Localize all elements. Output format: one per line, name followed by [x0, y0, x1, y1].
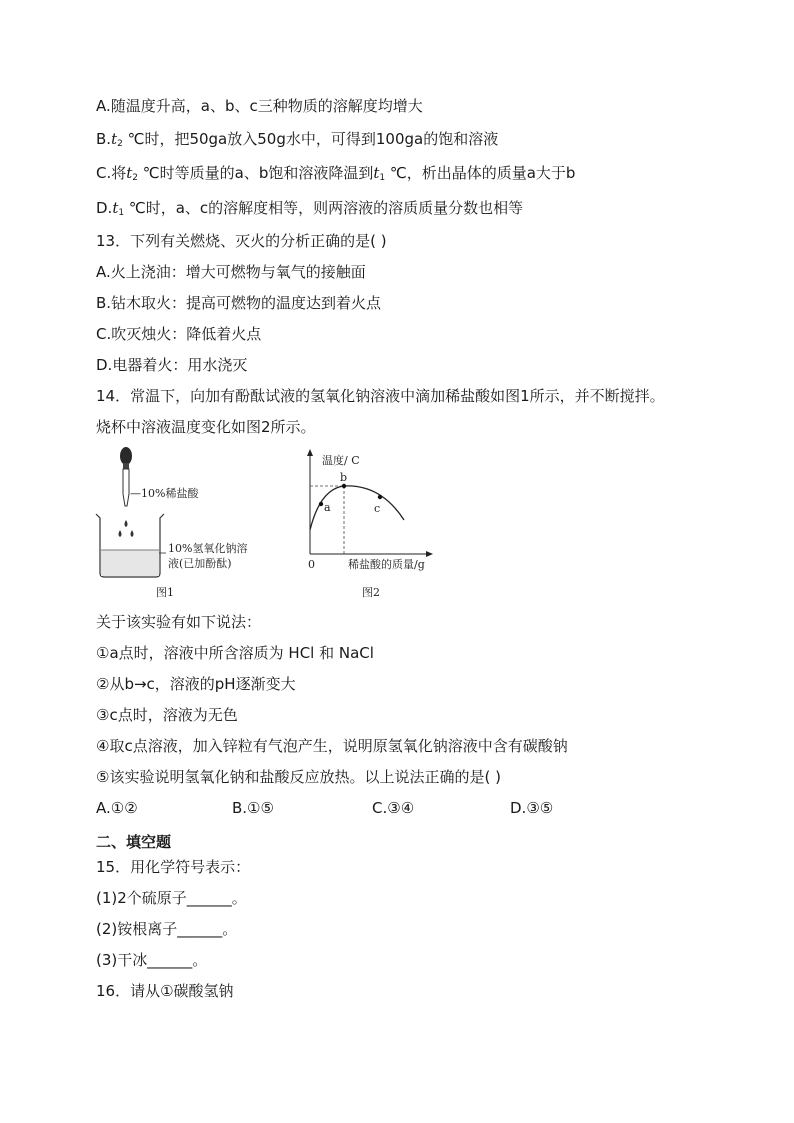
q13-stem: 13．下列有关燃烧、灭火的分析正确的是( ) — [96, 232, 387, 250]
q14-option-c: C.③④ — [372, 799, 415, 817]
q12-d-prefix: D. — [96, 199, 113, 217]
q15-stem: 15．用化学符号表示： — [96, 858, 251, 876]
q14-option-d: D.③⑤ — [510, 799, 554, 817]
q14-option-a: A.①② — [96, 799, 138, 817]
dropper-tube — [123, 469, 129, 506]
origin-label: 0 — [308, 558, 315, 571]
q12-d-text: ℃时，a、c的溶解度相等，则两溶液的溶质质量分数也相等 — [124, 199, 524, 217]
drop-1 — [125, 520, 128, 527]
figure-2-caption: 图2 — [362, 586, 380, 599]
q13-option-b: B.钻木取火：提高可燃物的温度达到着火点 — [96, 294, 382, 312]
dropper-bulb — [120, 447, 132, 465]
q12-d-t: t — [112, 199, 119, 217]
q14-option-b: B.①⑤ — [232, 799, 274, 817]
q15-part-1: (1)2个硫原子______。 — [96, 889, 247, 907]
y-axis-arrow — [307, 449, 313, 456]
q12-option-d — [96, 198, 523, 223]
q12-b-text: ℃时，把50ga放入50g水中，可得到100ga的饱和溶液 — [122, 130, 499, 148]
q12-c-text: ℃，析出晶体的质量a大于b — [385, 164, 576, 182]
q14-statement-5: ⑤该实验说明氢氧化钠和盐酸反应放热。以上说法正确的是( ) — [96, 768, 501, 786]
q12-c-mid: ℃时等质量的a、b饱和溶液降温到 — [138, 164, 374, 182]
drop-2 — [119, 530, 122, 537]
q14-statement-2: ②从b→c，溶液的pH逐渐变大 — [96, 675, 296, 693]
beaker-label-line1: 10%氢氧化钠溶 — [168, 542, 248, 555]
point-a — [319, 502, 323, 506]
q14-intro: 关于该实验有如下说法： — [96, 613, 262, 631]
q12-c-t2: t — [373, 164, 380, 182]
dropper-collar — [123, 463, 129, 469]
q15-part-2: (2)铵根离子______。 — [96, 920, 238, 938]
x-axis-arrow — [426, 551, 433, 557]
beaker-label-line2: 液(已加酚酞) — [168, 557, 232, 570]
point-c-label: c — [374, 502, 381, 515]
dropper-label: —10%稀盐酸 — [130, 487, 199, 500]
q13-option-d: D.电器着火：用水浇灭 — [96, 356, 248, 374]
drop-3 — [131, 530, 134, 537]
q12-option-c — [96, 163, 575, 188]
q14-statement-3: ③c点时，溶液为无色 — [96, 706, 238, 724]
x-axis-label: 稀盐酸的质量/g — [348, 558, 425, 571]
q12-c-t: t — [126, 164, 133, 182]
q12-b-t-sub: 2 — [117, 139, 123, 149]
q14-statement-4: ④取c点溶液，加入锌粒有气泡产生，说明原氢氧化钠溶液中含有碳酸钠 — [96, 737, 568, 755]
figure-1-caption: 图1 — [156, 586, 174, 599]
section-title-fill-in: 二、填空题 — [96, 833, 172, 851]
q12-d-t-sub: 1 — [118, 208, 125, 218]
q12-b-t: t — [111, 130, 118, 148]
y-axis-label: 温度/ C — [322, 454, 360, 467]
q12-b-prefix: B. — [96, 130, 112, 148]
q14-statement-1: ①a点时，溶液中所含溶质为 HCl 和 NaCl — [96, 644, 374, 662]
q13-option-c: C.吹灭烛火：降低着火点 — [96, 325, 262, 343]
q12-option-a: A.随温度升高，a、b、c三种物质的溶解度均增大 — [96, 97, 423, 115]
point-a-label: a — [324, 501, 331, 514]
q13-option-a: A.火上浇油：增大可燃物与氧气的接触面 — [96, 263, 366, 281]
figure-1-apparatus — [92, 446, 292, 604]
q12-option-b — [96, 129, 498, 154]
q14-stem-line1: 14．常温下，向加有酚酞试液的氢氧化钠溶液中滴加稀盐酸如图1所示，并不断搅拌。 — [96, 387, 665, 405]
beaker-solution — [101, 550, 159, 576]
q15-part-3: (3)干冰______。 — [96, 951, 208, 969]
figure-2-temperature-chart — [300, 446, 450, 604]
point-c — [378, 495, 382, 499]
q12-c-t2-sub: 1 — [379, 173, 386, 183]
point-b — [342, 484, 346, 488]
point-b-label: b — [340, 471, 348, 484]
q12-c-prefix: C.将 — [96, 164, 127, 182]
q16-stem: 16．请从①碳酸氢钠 — [96, 982, 234, 1000]
q14-stem-line2: 烧杯中溶液温度变化如图2所示。 — [96, 418, 316, 436]
q12-c-t-sub: 2 — [132, 173, 139, 183]
